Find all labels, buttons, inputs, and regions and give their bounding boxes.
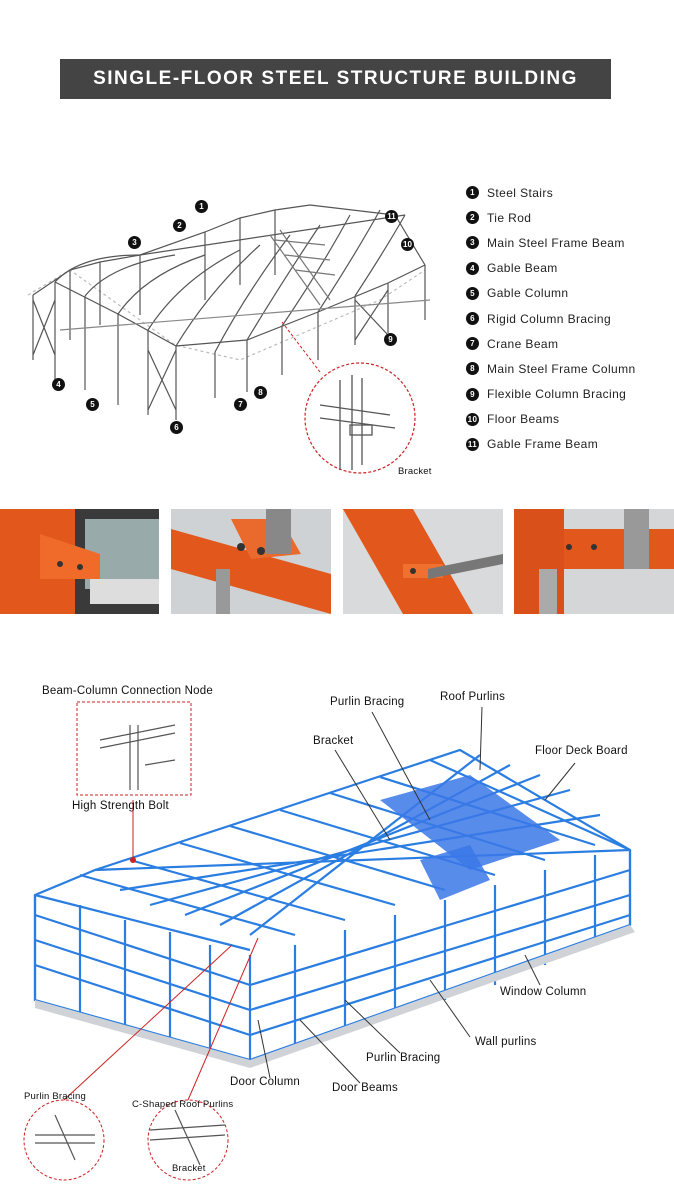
legend-number: 11 — [467, 439, 478, 449]
legend-label: Gable Beam — [487, 261, 558, 276]
marker-6: 6 — [170, 421, 183, 434]
label-bracket: Bracket — [313, 735, 354, 747]
legend-number: 2 — [466, 211, 479, 224]
label-high-strength-bolt: High Strength Bolt — [72, 800, 169, 812]
label-purlin-bracing-top: Purlin Bracing — [330, 696, 405, 708]
legend-number: 9 — [466, 388, 479, 401]
legend-number: 3 — [466, 236, 479, 249]
marker-5: 5 — [86, 398, 99, 411]
page-title: SINGLE-FLOOR STEEL STRUCTURE BUILDING — [93, 68, 578, 89]
marker-2: 2 — [173, 219, 186, 232]
marker-9: 9 — [384, 333, 397, 346]
label-detail-c-shaped: C-Shaped Roof Purlins — [132, 1099, 234, 1110]
legend-number: 4 — [466, 262, 479, 275]
marker-11: 11 — [385, 210, 398, 223]
label-beam-column-node: Beam-Column Connection Node — [42, 685, 213, 697]
legend-number: 1 — [466, 186, 479, 199]
label-floor-deck-board: Floor Deck Board — [535, 745, 628, 757]
marker-8: 8 — [254, 386, 267, 399]
legend-label: Gable Frame Beam — [487, 437, 599, 452]
label-door-beams: Door Beams — [332, 1082, 398, 1094]
legend-number: 10 — [467, 414, 478, 424]
label-window-column: Window Column — [500, 986, 587, 998]
legend-label: Crane Beam — [487, 336, 559, 351]
legend-label: Main Steel Frame Column — [487, 361, 636, 376]
legend-label: Floor Beams — [487, 412, 560, 427]
marker-1: 1 — [195, 200, 208, 213]
legend-label: Flexible Column Bracing — [487, 387, 627, 402]
marker-3: 3 — [128, 236, 141, 249]
label-roof-purlins: Roof Purlins — [440, 691, 506, 703]
marker-4: 4 — [52, 378, 65, 391]
label-wall-purlins: Wall purlins — [475, 1036, 537, 1048]
legend-label: Main Steel Frame Beam — [487, 235, 625, 250]
label-detail-purlin-bracing: Purlin Bracing — [24, 1091, 86, 1102]
label-detail-bracket: Bracket — [172, 1163, 206, 1174]
legend-label: Gable Column — [487, 286, 569, 301]
detail-bracket-label: Bracket — [398, 466, 432, 477]
legend-label: Steel Stairs — [487, 185, 554, 200]
legend-number: 6 — [466, 312, 479, 325]
label-purlin-bracing-bottom: Purlin Bracing — [366, 1052, 441, 1064]
legend-label: Tie Rod — [487, 210, 532, 225]
legend-label: Rigid Column Bracing — [487, 311, 612, 326]
marker-10: 10 — [401, 238, 414, 251]
legend-number: 7 — [466, 337, 479, 350]
legend-number: 8 — [466, 362, 479, 375]
label-door-column: Door Column — [230, 1076, 300, 1088]
marker-7: 7 — [234, 398, 247, 411]
legend-number: 5 — [466, 287, 479, 300]
